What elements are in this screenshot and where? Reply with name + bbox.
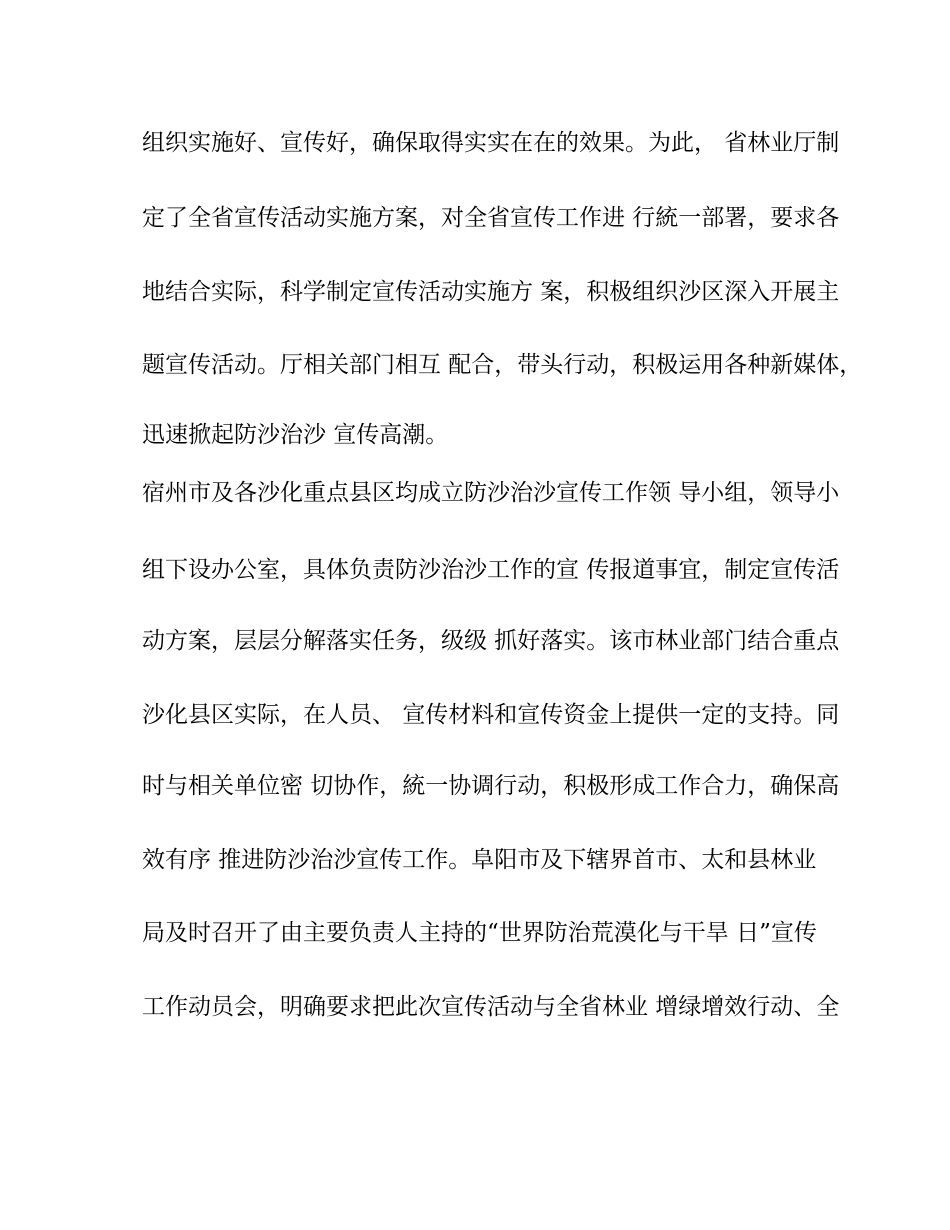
text-line: 时与相关单位密 切协作，統一协调行动，积极形成工作合力，确保高: [142, 773, 840, 799]
text-line: 宿州市及各沙化重点县区均成立防沙治沙宣传工作领 导小组，领导小: [142, 480, 840, 506]
text-line: 迅速掀起防沙治沙 宣传高潮。: [142, 422, 449, 448]
text-line: 局及时召开了由主要负责人主持的“世界防治荒漠化与干旱 日”宣传: [142, 920, 817, 946]
text-line: 题宣传活动。厅相关部门相互 配合，带头行动，积极运用各种新媒体，: [142, 352, 863, 378]
text-line: 组下设办公室，具体负责防沙治沙工作的宣 传报道事宜，制定宣传活: [142, 557, 840, 583]
text-line: 组织实施好、宣传好，确保取得实实在在的效果。为此， 省林业厅制: [142, 130, 840, 156]
text-line: 沙化县区实际，在人员、 宣传材料和宣传资金上提供一定的支持。同: [142, 702, 840, 728]
text-line: 效有序 推进防沙治沙宣传工作。阜阳市及下辖界首市、太和县林业: [142, 847, 817, 873]
text-line: 动方案，层层分解落实任务，级级 抓好落实。该市林业部门结合重点: [142, 628, 840, 654]
text-line: 地结合实际，科学制定宣传活动实施方 案，积极组织沙区深入开展主: [142, 279, 840, 305]
text-line: 工作动员会，明确要求把此次宣传活动与全省林业 增绿增效行动、全: [142, 994, 840, 1020]
text-line: 定了全省宣传活动实施方案，对全省宣传工作进 行統一部署，要求各: [142, 205, 840, 231]
